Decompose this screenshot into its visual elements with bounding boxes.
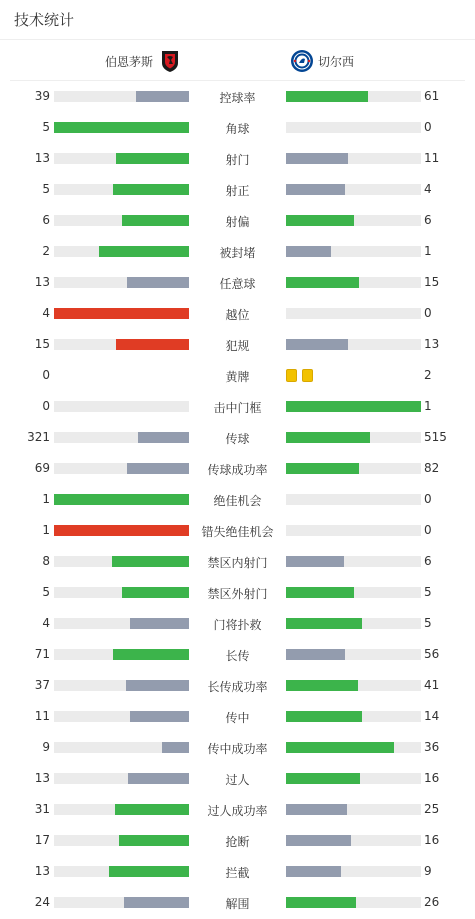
home-stat-bar [54,91,189,102]
stat-label: 绝佳机会 [213,494,262,508]
away-stat-value: 0 [424,523,432,537]
away-stat-value: 61 [424,89,440,103]
stat-row [0,670,475,701]
stat-row [0,298,475,329]
home-stat-value: 1 [42,492,50,506]
home-stat-fill [113,184,189,195]
home-stat-bar [54,122,189,133]
away-stat-bar [286,804,421,815]
away-stat-fill [286,556,344,567]
home-stat-fill [119,835,189,846]
home-stat-bar [54,804,189,815]
home-stat-value: 37 [34,678,50,692]
away-stat-value: 14 [424,709,440,723]
away-team-name: 切尔西 [318,54,355,69]
away-stat-bar [286,525,421,536]
away-stat-bar [286,463,421,474]
home-stat-bar [54,308,189,319]
away-stat-value: 13 [424,337,440,351]
home-stat-bar [54,277,189,288]
away-stat-fill [286,432,370,443]
yellow-card-icon [302,369,313,382]
stat-label: 长传 [225,649,250,663]
away-stat-value: 26 [424,895,440,909]
away-stat-value: 16 [424,771,440,785]
stat-row [0,391,475,422]
home-stat-value: 71 [34,647,50,661]
home-stat-fill [109,866,189,877]
home-stat-value: 0 [42,368,50,382]
away-stat-value: 41 [424,678,440,692]
home-stat-fill [127,277,189,288]
home-stat-bar [54,153,189,164]
away-stat-fill [286,246,331,257]
stat-row [0,205,475,236]
home-stat-fill [130,711,189,722]
away-stat-bar [286,153,421,164]
away-stat-bar [286,835,421,846]
away-stat-value: 6 [424,554,432,568]
home-stat-fill [54,525,189,536]
stat-row [0,856,475,887]
home-stat-fill [124,897,189,908]
away-stat-value: 56 [424,647,440,661]
away-stat-bar [286,308,421,319]
home-stat-bar [54,215,189,226]
home-stat-value: 1 [42,523,50,537]
home-stat-bar [54,649,189,660]
stat-row [0,81,475,112]
away-stat-bar [286,556,421,567]
home-stat-value: 13 [34,151,50,165]
home-stat-fill [113,649,189,660]
home-stat-value: 5 [42,585,50,599]
away-stat-fill [286,153,348,164]
home-team-name: 伯恩茅斯 [104,54,153,69]
stat-row [0,329,475,360]
home-stat-bar [54,773,189,784]
home-stat-bar [54,587,189,598]
away-stat-value: 5 [424,616,432,630]
page-title: 技术统计 [14,11,75,29]
stat-label: 禁区外射门 [207,587,268,601]
home-stat-bar [54,184,189,195]
away-stat-bar [286,680,421,691]
away-stat-bar [286,649,421,660]
home-stat-value: 2 [42,244,50,258]
home-stat-bar [54,494,189,505]
stat-row [0,732,475,763]
home-stat-value: 4 [42,616,50,630]
yellow-cards [286,369,313,382]
away-stat-bar [286,432,421,443]
stat-label: 禁区内射门 [207,556,268,570]
home-stat-fill [130,618,189,629]
home-stat-value: 13 [34,864,50,878]
stat-row [0,608,475,639]
away-stat-fill [286,711,362,722]
yellow-card-icon [286,369,297,382]
home-stat-value: 4 [42,306,50,320]
away-stat-bar [286,494,421,505]
page-header [0,0,475,40]
away-stat-value: 36 [424,740,440,754]
home-team[interactable] [105,41,181,81]
away-stat-value: 25 [424,802,440,816]
away-stat-bar [286,618,421,629]
home-stat-fill [122,587,190,598]
home-stat-bar [54,618,189,629]
stat-label: 射偏 [225,215,250,229]
stat-row [0,422,475,453]
stat-label: 错失绝佳机会 [201,525,274,539]
stat-label: 传球成功率 [207,463,268,477]
stat-label: 被封堵 [219,246,256,260]
away-stat-fill [286,835,351,846]
home-stat-bar [54,866,189,877]
stat-row [0,546,475,577]
home-stat-bar [54,680,189,691]
away-stat-fill [286,277,359,288]
home-stat-fill [115,804,189,815]
home-stat-value: 5 [42,182,50,196]
home-stat-fill [112,556,189,567]
stat-row [0,763,475,794]
home-stat-fill [122,215,190,226]
stat-label: 传球 [225,432,250,446]
home-stat-value: 13 [34,275,50,289]
stats-list [0,81,475,918]
away-stat-bar [286,277,421,288]
home-stat-value: 69 [34,461,50,475]
away-stat-bar [286,711,421,722]
away-stat-value: 16 [424,833,440,847]
home-stat-bar [54,897,189,908]
away-stat-bar [286,339,421,350]
home-stat-fill [54,494,189,505]
home-stat-fill [54,308,189,319]
stat-label: 犯规 [225,339,250,353]
stat-row [0,825,475,856]
home-stat-bar [54,401,189,412]
stat-row [0,794,475,825]
stat-row [0,453,475,484]
home-stat-value: 31 [34,802,50,816]
team-header [10,41,465,81]
away-stat-value: 11 [424,151,440,165]
stat-row [0,887,475,918]
home-stat-fill [99,246,189,257]
stat-row [0,701,475,732]
stat-label: 过人 [225,773,250,787]
away-stat-fill [286,618,362,629]
home-stat-fill [116,339,189,350]
away-stat-fill [286,184,345,195]
away-stat-bar [286,91,421,102]
away-team[interactable] [290,41,354,81]
home-stat-bar [54,432,189,443]
home-stat-bar [54,463,189,474]
stat-row [0,639,475,670]
away-stat-value: 1 [424,399,432,413]
home-stat-value: 321 [27,430,50,444]
away-stat-bar [286,742,421,753]
home-stat-fill [162,742,189,753]
home-stat-value: 39 [34,89,50,103]
away-stat-value: 82 [424,461,440,475]
away-stat-bar [286,246,421,257]
stat-label: 抢断 [225,835,250,849]
away-stat-fill [286,680,358,691]
home-stat-bar [54,246,189,257]
stat-row [0,360,475,391]
away-stat-value: 5 [424,585,432,599]
home-stat-fill [54,122,189,133]
stat-label: 角球 [225,122,250,136]
stat-label: 门将扑救 [213,618,262,632]
home-stat-value: 0 [42,399,50,413]
stat-row [0,484,475,515]
away-stat-fill [286,742,394,753]
home-stat-fill [127,463,189,474]
stat-label: 黄牌 [225,370,250,384]
away-stat-bar [286,215,421,226]
home-stat-bar [54,742,189,753]
away-stat-value: 9 [424,864,432,878]
home-stat-value: 17 [34,833,50,847]
away-stat-bar [286,184,421,195]
away-stat-value: 0 [424,306,432,320]
home-stat-fill [126,680,189,691]
away-stat-fill [286,463,359,474]
stat-row [0,236,475,267]
home-stat-value: 5 [42,120,50,134]
home-stat-value: 15 [34,337,50,351]
stat-row [0,267,475,298]
away-stat-value: 1 [424,244,432,258]
home-stat-bar [54,835,189,846]
stat-label: 长传成功率 [207,680,268,694]
home-stat-fill [128,773,189,784]
away-stat-bar [286,122,421,133]
stat-label: 越位 [225,308,250,322]
home-stat-bar [54,525,189,536]
home-stat-bar [54,556,189,567]
away-stat-fill [286,587,354,598]
stat-label: 拦截 [225,866,250,880]
home-stat-fill [136,91,189,102]
away-stat-fill [286,897,356,908]
away-stat-fill [286,215,354,226]
stat-label: 过人成功率 [207,804,268,818]
home-stat-value: 6 [42,213,50,227]
home-stat-value: 9 [42,740,50,754]
stat-label: 传中成功率 [207,742,268,756]
away-stat-fill [286,773,360,784]
bournemouth-crest-icon [159,49,181,73]
away-stat-bar [286,773,421,784]
home-stat-value: 24 [34,895,50,909]
home-stat-value: 13 [34,771,50,785]
away-stat-bar [286,866,421,877]
away-stat-fill [286,91,368,102]
stat-row [0,112,475,143]
home-stat-fill [116,153,189,164]
home-stat-bar [54,711,189,722]
away-stat-bar [286,897,421,908]
stat-label: 控球率 [219,91,256,105]
away-stat-fill [286,401,421,412]
away-stat-fill [286,649,345,660]
stat-label: 射正 [225,184,250,198]
home-stat-value: 11 [34,709,50,723]
away-stat-fill [286,339,348,350]
home-stat-bar [54,339,189,350]
away-stat-value: 2 [424,368,432,382]
away-stat-value: 15 [424,275,440,289]
away-stat-bar [286,401,421,412]
stat-label: 解围 [225,897,250,911]
home-stat-fill [138,432,189,443]
home-stat-value: 8 [42,554,50,568]
chelsea-crest-icon [290,49,312,73]
stat-label: 射门 [225,153,250,167]
away-stat-value: 0 [424,120,432,134]
away-stat-fill [286,804,347,815]
stat-label: 击中门框 [213,401,262,415]
stat-row [0,143,475,174]
away-stat-value: 4 [424,182,432,196]
away-stat-value: 0 [424,492,432,506]
stat-row [0,174,475,205]
away-stat-value: 515 [424,430,447,444]
stat-row [0,515,475,546]
away-stat-fill [286,866,341,877]
stat-label: 传中 [225,711,250,725]
stat-row [0,577,475,608]
away-stat-value: 6 [424,213,432,227]
away-stat-bar [286,587,421,598]
stat-label: 任意球 [219,277,256,291]
